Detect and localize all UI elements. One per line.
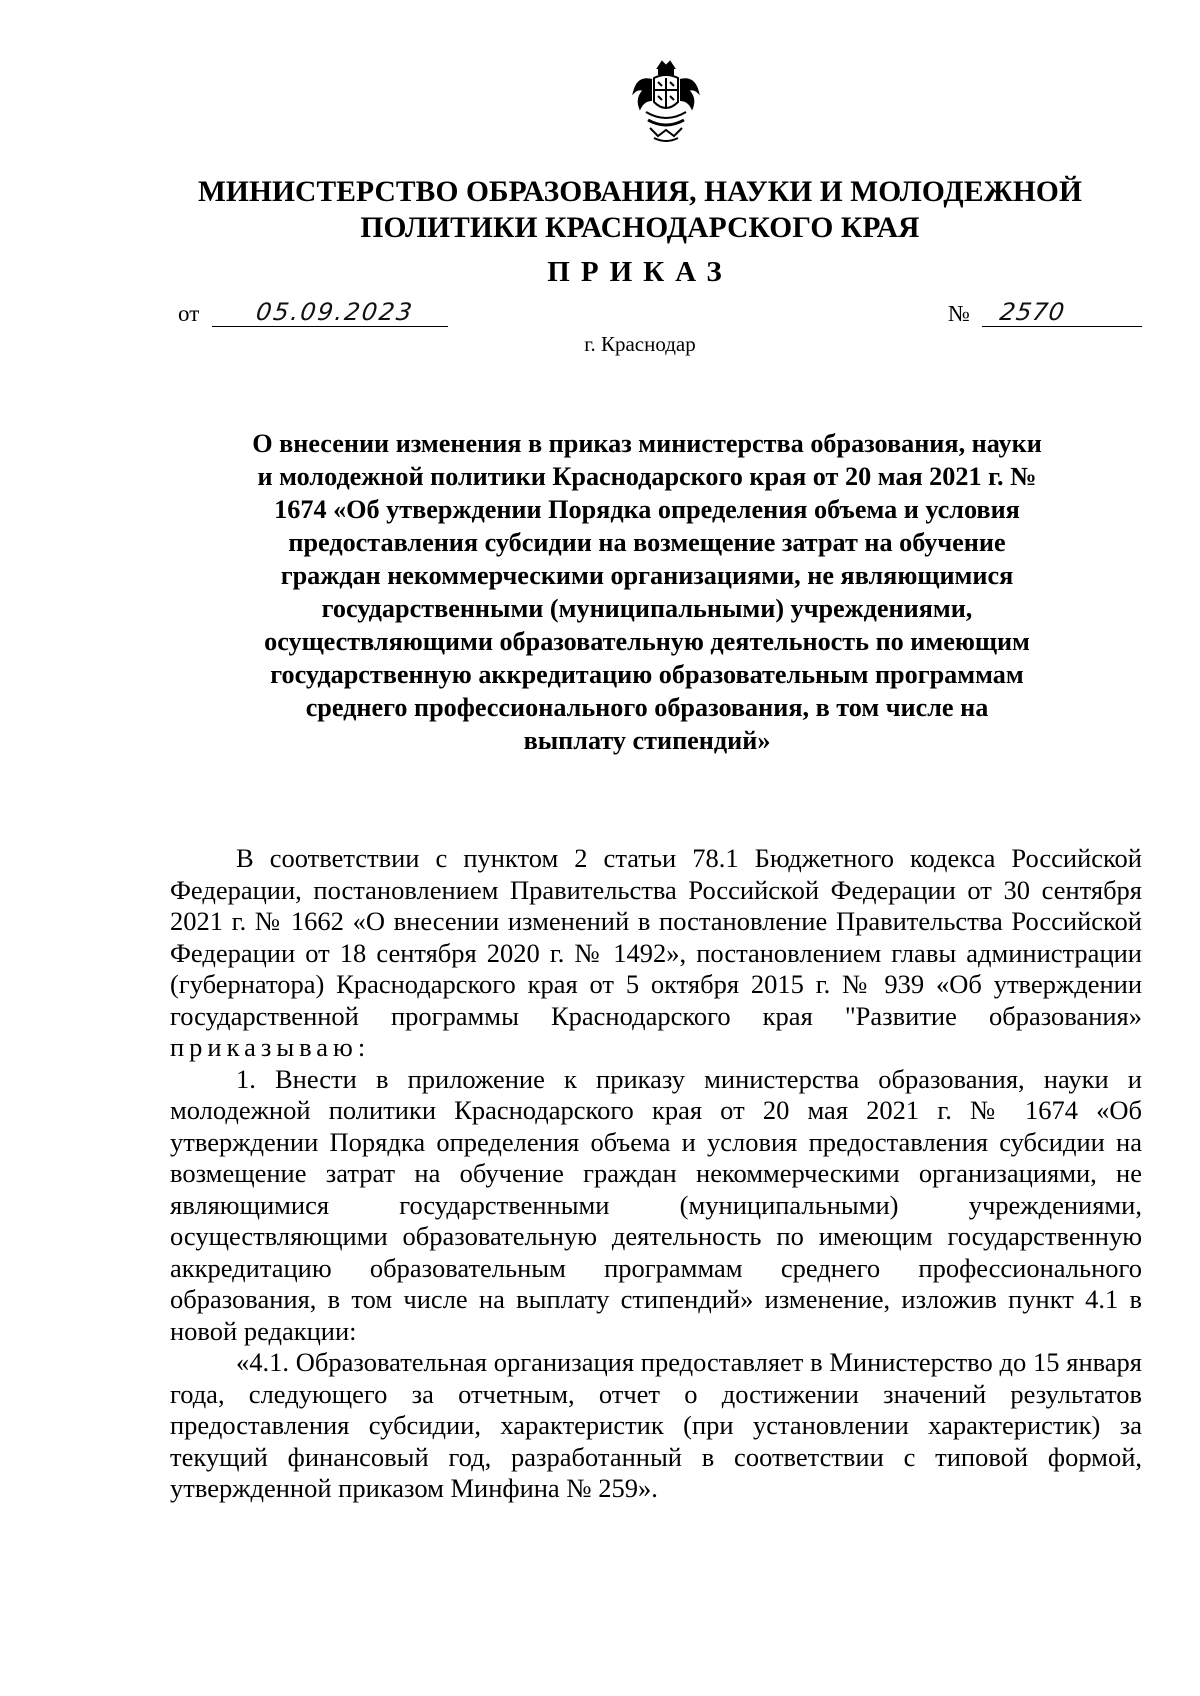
handwritten-number: 2570 xyxy=(998,298,1068,326)
preamble-paragraph xyxy=(170,843,1142,1064)
order-subject-title: О внесении изменения в приказ министерства образования, науки и молодежной политики Краснодарского края от 20 мая 2021 г. № 1674 «Об утверждении Порядка определения объема и условия предоставления субсидии на возмещение затрат на обучение граждан некоммерческими организациями, не являющимися государственными (муниципальными) учреждениями, осуществляющими образовательную деятельность по имеющим государственную аккредитацию образовательным программам среднего профессионального образования, в том числе на выплату стипендий» xyxy=(252,429,1042,755)
item-4-1-paragraph: «4.1. Образовательная организация предоставляет в Министерство до 15 января года, следующего за отчетным, отчет о достижении значений результатов предоставления субсидии, характеристик (при установлении характеристик) за текущий финансовый год, разработанный в соответствии с типовой формой, утвержденной приказом Минфина № 259». xyxy=(170,1347,1142,1503)
date-prefix: от xyxy=(178,301,200,326)
document-type-heading: ПРИКАЗ xyxy=(547,256,733,288)
handwritten-date: 05.09.2023 xyxy=(254,298,416,326)
item-1-paragraph: 1. Внести в приложение к приказу министерства образования, науки и молодежной политики Краснодарского края от 20 мая 2021 г. № 1674 «Об утверждении Порядка определения объема и условия предоставления субсидии на возмещение затрат на обучение граждан некоммерческими организациями, не являющимися государственными (муниципальными) учреждениями, осуществляющими образовательную деятельность по имеющим государственную аккредитацию образовательным программам среднего профессионального образования, в том числе на выплату стипендий» изменение, изложив пункт 4.1 в новой редакции: xyxy=(170,1063,1142,1346)
preamble-text: В соответствии с пунктом 2 статьи 78.1 Бюджетного кодекса Российской Федерации, постановлением Правительства Российской Федерации от 30 сентября 2021 г. № 1662 «О внесении изменений в постановление Правительства Российской Федерации от 18 сентября 2020 г. № 1492», постановлением главы администрации (губернатора) Краснодарского края от 5 октября 2015 г. № 939 «Об утверждении государственной программы Краснодарского края "Развитие образования» xyxy=(170,843,1142,1031)
coat-of-arms-icon xyxy=(624,58,708,150)
ministry-title: МИНИСТЕРСТВО ОБРАЗОВАНИЯ, НАУКИ И МОЛОДЕЖНОЙ ПОЛИТИКИ КРАСНОДАРСКОГО КРАЯ xyxy=(197,176,1083,244)
number-prefix: № xyxy=(948,301,970,326)
date-underline xyxy=(212,326,448,327)
number-underline xyxy=(982,326,1142,327)
order-word: приказываю: xyxy=(170,1032,371,1062)
city: г. Краснодар xyxy=(584,332,696,356)
order-body xyxy=(170,843,1142,1505)
